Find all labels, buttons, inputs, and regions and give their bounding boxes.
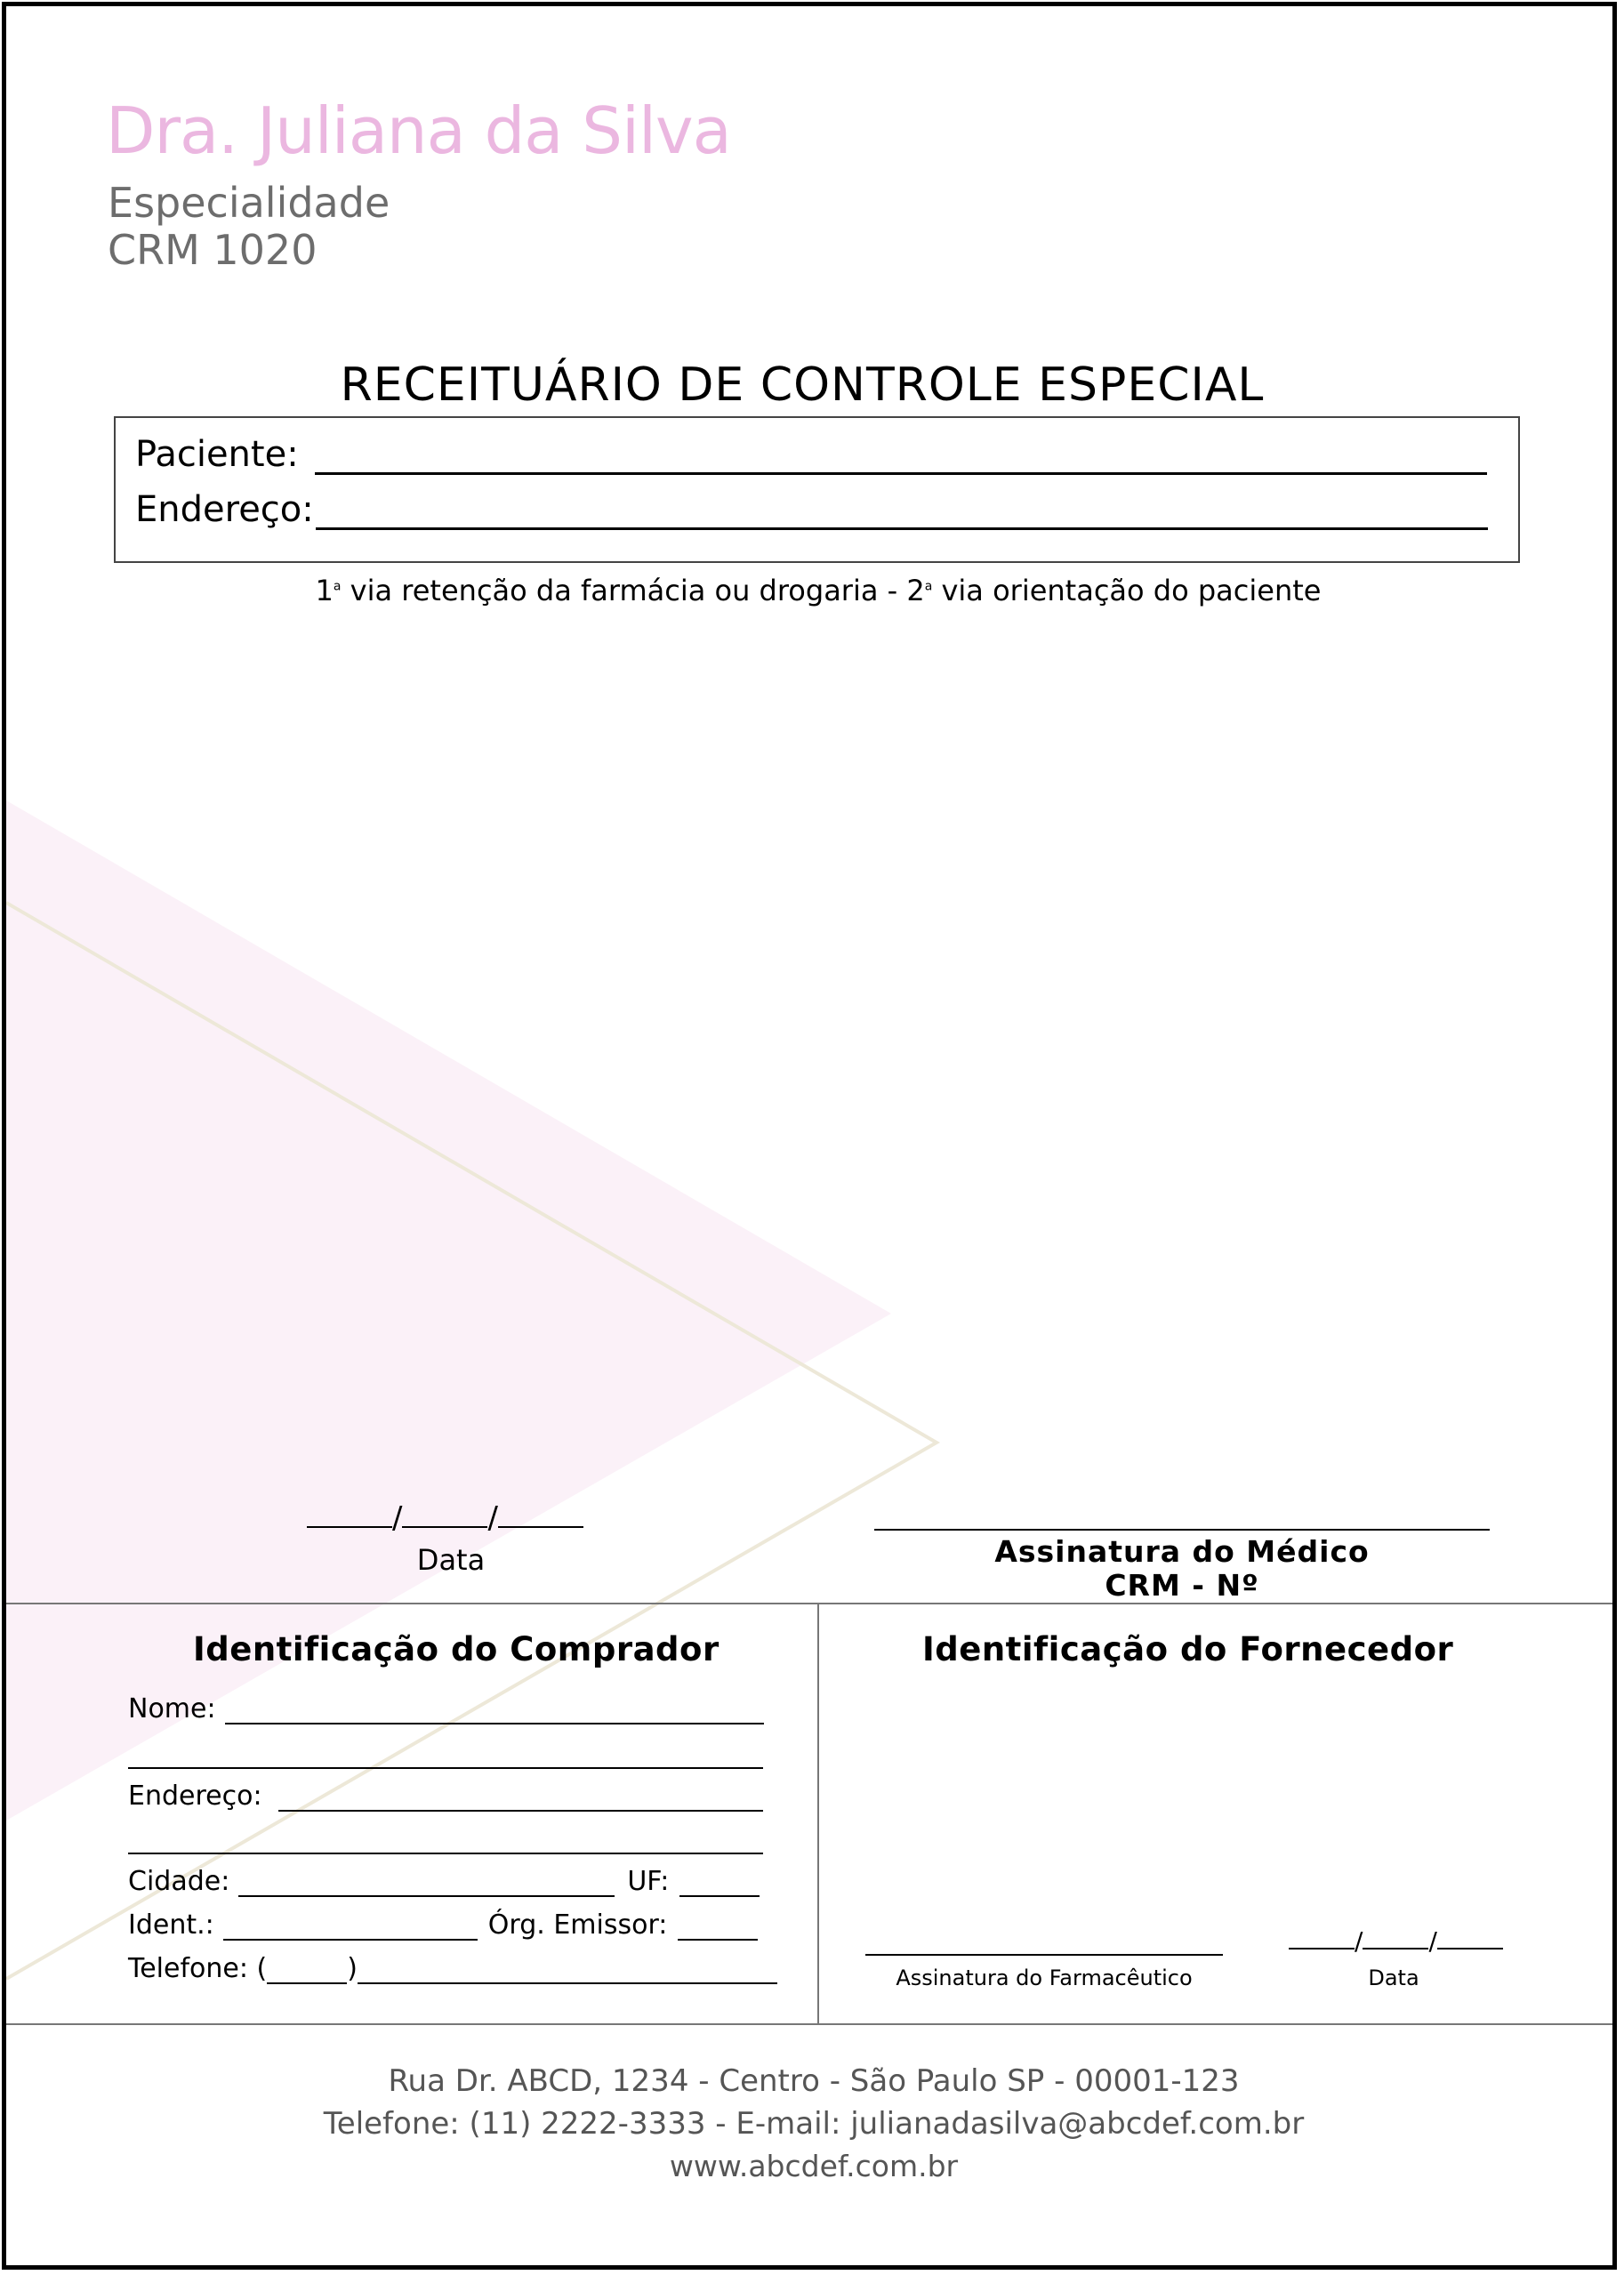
via-second-sup: a bbox=[924, 579, 933, 594]
supplier-date-year-line[interactable] bbox=[1437, 1948, 1503, 1949]
date-month-line[interactable] bbox=[402, 1526, 487, 1528]
footer-address: Rua Dr. ABCD, 1234 - Centro - São Paulo SP - 00001-123 bbox=[388, 2063, 1240, 2099]
buyer-id-line[interactable] bbox=[223, 1917, 478, 1941]
section-divider-vertical bbox=[817, 1603, 819, 2025]
buyer-phone-field[interactable] bbox=[128, 1953, 777, 1984]
prescription-form bbox=[2, 2, 1617, 2270]
buyer-city-line[interactable] bbox=[238, 1874, 615, 1897]
supplier-date-slash: / bbox=[1355, 1926, 1363, 1956]
buyer-phone-area-line[interactable] bbox=[267, 1961, 347, 1984]
supplier-date-slash: / bbox=[1428, 1926, 1437, 1956]
via-middle-text: via retenção da farmácia ou drogaria - 2 bbox=[341, 574, 925, 607]
via-end-text: via orientação do paciente bbox=[932, 574, 1322, 607]
buyer-id-field[interactable] bbox=[128, 1909, 758, 1941]
supplier-date-day-line[interactable] bbox=[1289, 1948, 1355, 1949]
page-title: RECEITUÁRIO DE CONTROLE ESPECIAL bbox=[340, 358, 1265, 412]
doctor-name: Dra. Juliana da Silva bbox=[106, 93, 731, 168]
buyer-id-label: Ident.: bbox=[128, 1909, 214, 1941]
doctor-specialty: Especialidade bbox=[108, 179, 390, 227]
date-field[interactable] bbox=[307, 1500, 583, 1536]
date-slash: / bbox=[392, 1500, 403, 1536]
buyer-issuer-label: Órg. Emissor: bbox=[487, 1909, 668, 1941]
supplier-date-label: Data bbox=[1368, 1966, 1419, 1990]
buyer-city-label: Cidade: bbox=[128, 1866, 230, 1897]
doctor-signature-label: Assinatura do Médico bbox=[994, 1534, 1370, 1569]
date-label: Data bbox=[416, 1543, 486, 1577]
pharmacist-signature-line[interactable] bbox=[865, 1954, 1223, 1956]
buyer-address-line-2[interactable] bbox=[128, 1853, 763, 1854]
buyer-city-field[interactable] bbox=[128, 1866, 760, 1897]
supplier-date-month-line[interactable] bbox=[1363, 1948, 1428, 1949]
patient-box bbox=[114, 416, 1520, 563]
patient-line[interactable] bbox=[315, 444, 1487, 475]
buyer-uf-line[interactable] bbox=[679, 1874, 760, 1897]
patient-field[interactable] bbox=[135, 434, 1487, 475]
buyer-heading: Identificação do Comprador bbox=[193, 1630, 720, 1668]
buyer-issuer-line[interactable] bbox=[678, 1917, 758, 1941]
footer-contact: Telefone: (11) 2222-3333 - E-mail: julianadasilva@abcdef.com.br bbox=[323, 2106, 1305, 2142]
date-day-line[interactable] bbox=[307, 1526, 392, 1528]
doctor-signature-line[interactable] bbox=[874, 1529, 1490, 1531]
footer-website[interactable]: www.abcdef.com.br bbox=[669, 2149, 959, 2183]
date-slash: / bbox=[487, 1500, 498, 1536]
section-divider-top bbox=[6, 1603, 1617, 1604]
buyer-phone-line[interactable] bbox=[358, 1961, 777, 1984]
supplier-heading: Identificação do Fornecedor bbox=[922, 1630, 1454, 1668]
supplier-date-field[interactable] bbox=[1289, 1926, 1503, 1956]
date-year-line[interactable] bbox=[498, 1526, 583, 1528]
section-divider-bottom bbox=[6, 2023, 1617, 2025]
via-first-number: 1 bbox=[315, 574, 334, 607]
buyer-name-label: Nome: bbox=[128, 1693, 216, 1724]
doctor-crm: CRM 1020 bbox=[108, 226, 318, 274]
buyer-name-line[interactable] bbox=[225, 1701, 764, 1724]
patient-label: Paciente: bbox=[135, 434, 299, 475]
buyer-uf-label: UF: bbox=[627, 1866, 670, 1897]
address-label: Endereço: bbox=[135, 489, 314, 530]
address-line[interactable] bbox=[316, 499, 1488, 530]
buyer-address-label: Endereço: bbox=[128, 1781, 262, 1812]
buyer-name-line-2[interactable] bbox=[128, 1767, 763, 1769]
pharmacist-signature-label: Assinatura do Farmacêutico bbox=[896, 1966, 1193, 1990]
address-field[interactable] bbox=[135, 489, 1488, 530]
buyer-phone-close: ) bbox=[347, 1953, 358, 1984]
via-note bbox=[6, 574, 1617, 607]
buyer-phone-label: Telefone: ( bbox=[128, 1953, 268, 1984]
buyer-name-field[interactable] bbox=[128, 1693, 764, 1724]
buyer-address-field[interactable] bbox=[128, 1781, 763, 1812]
buyer-address-line[interactable] bbox=[278, 1789, 763, 1812]
doctor-crm-label: CRM - Nº bbox=[1105, 1568, 1259, 1603]
via-first-sup: a bbox=[333, 579, 342, 594]
